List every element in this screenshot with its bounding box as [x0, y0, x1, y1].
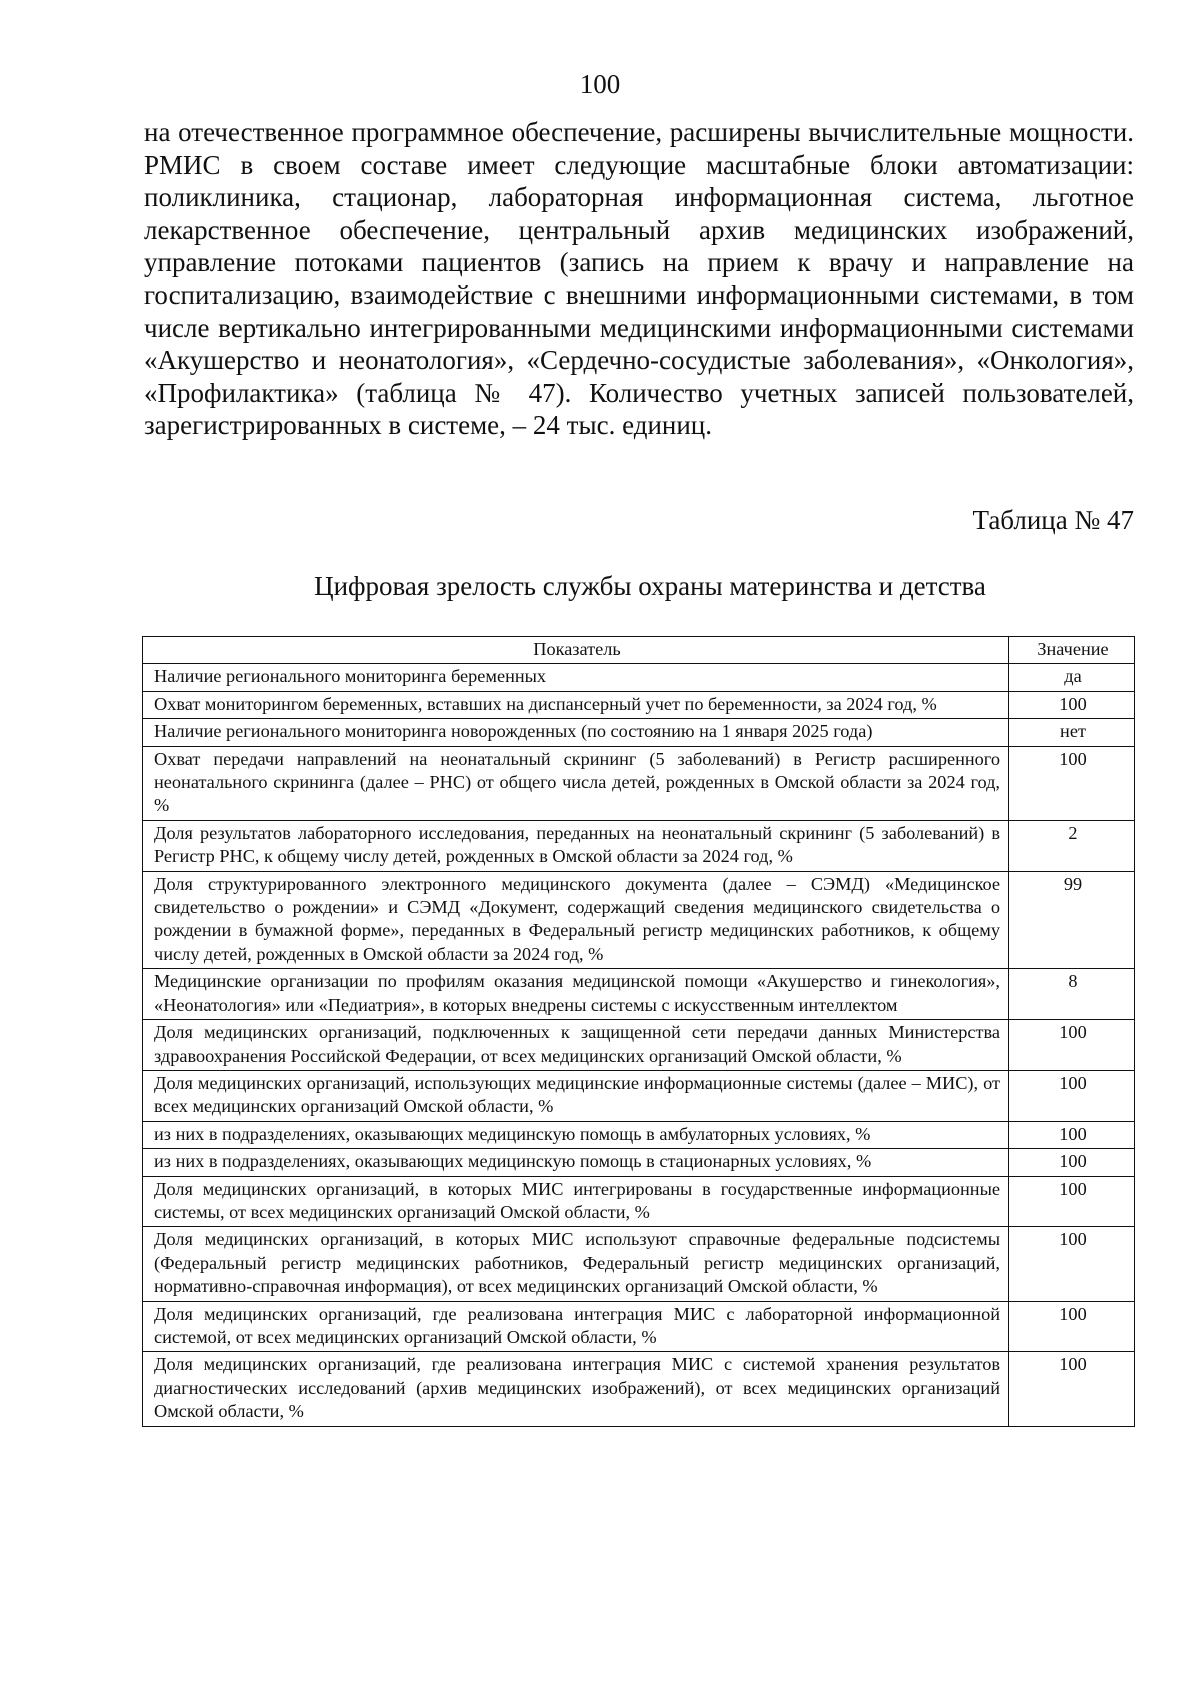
table-row: [143, 820, 1135, 871]
row-value: 100: [1009, 1149, 1135, 1176]
table-row: [143, 719, 1135, 746]
row-value: нет: [1009, 719, 1135, 746]
row-indicator: Наличие регионального мониторинга беременных: [143, 664, 1009, 691]
table-title: Цифровая зрелость службы охраны материнства и детства: [314, 571, 986, 601]
row-indicator: из них в подразделениях, оказывающих медицинскую помощь в амбулаторных условиях, %: [143, 1121, 1009, 1148]
table-row: [143, 1020, 1135, 1071]
table-row: [143, 1149, 1135, 1176]
body-paragraph: на отечественное программное обеспечение, расширены вычислительные мощности. РМИС в своем составе имеет следующие масштабные блоки автоматизации: поликлиника, стационар, лабораторная информационная система, льготное лекарственное обеспечение, центральный архив медицинских изображений, управление потоками пациентов (запись на прием к врачу и направление на госпитализацию, взаимодействие с внешними информационными системами, в том числе вертикально интегрированными медицинскими информационными системами «Акушерство и неонатология», «Сердечно-сосудистые заболевания», «Онкология», «Профилактика» (таблица № 47). Количество учетных записей пользователей, зарегистрированных в системе, – 24 тыс. единиц.: [144, 117, 1134, 441]
row-value: 100: [1009, 746, 1135, 820]
table-label: Таблица № 47: [972, 505, 1134, 535]
row-value: 2: [1009, 820, 1135, 871]
table-row: [143, 746, 1135, 820]
table-body: [143, 664, 1135, 1426]
row-indicator: Доля медицинских организаций, в которых МИС используют справочные федеральные подсистемы (Федеральный регистр медицинских работников, Федеральный регистр медицинских организаций, нормативно-справочная информация), от всех медицинских организаций Омской области, %: [143, 1227, 1009, 1301]
row-value: 8: [1009, 969, 1135, 1020]
table-row: [143, 1301, 1135, 1352]
row-value: 100: [1009, 1352, 1135, 1426]
row-indicator: Доля медицинских организаций, где реализована интеграция МИС с системой хранения результатов диагностических исследований (архив медицинских изображений), от всех медицинских организаций Омской области, %: [143, 1352, 1009, 1426]
table-row: [143, 1121, 1135, 1148]
table-row: [143, 664, 1135, 691]
table-row: [143, 691, 1135, 718]
row-indicator: Доля результатов лабораторного исследования, переданных на неонатальный скрининг (5 заболеваний) в Регистр РНС, к общему числу детей, рожденных в Омской области за 2024 год, %: [143, 820, 1009, 871]
row-value: 100: [1009, 691, 1135, 718]
row-value: 99: [1009, 871, 1135, 969]
table-header-row: [143, 637, 1135, 664]
header-indicator: Показатель: [143, 637, 1009, 664]
table-row: [143, 1070, 1135, 1121]
table-row: [143, 871, 1135, 969]
row-indicator: Наличие регионального мониторинга новорожденных (по состоянию на 1 января 2025 года): [143, 719, 1009, 746]
row-value: 100: [1009, 1176, 1135, 1227]
row-value: да: [1009, 664, 1135, 691]
row-indicator: Охват передачи направлений на неонатальный скрининг (5 заболеваний) в Регистр расширенного неонатального скрининга (далее – РНС) от общего числа детей, рожденных в Омской области за 2024 год, %: [143, 746, 1009, 820]
row-value: 100: [1009, 1227, 1135, 1301]
row-value: 100: [1009, 1301, 1135, 1352]
row-indicator: Доля медицинских организаций, подключенных к защищенной сети передачи данных Министерства здравоохранения Российской Федерации, от всех медицинских организаций Омской области, %: [143, 1020, 1009, 1071]
table-row: [143, 1176, 1135, 1227]
row-value: 100: [1009, 1070, 1135, 1121]
table-row: [143, 1352, 1135, 1426]
row-value: 100: [1009, 1121, 1135, 1148]
row-indicator: из них в подразделениях, оказывающих медицинскую помощь в стационарных условиях, %: [143, 1149, 1009, 1176]
row-indicator: Доля структурированного электронного медицинского документа (далее – СЭМД) «Медицинское свидетельство о рождении» и СЭМД «Документ, содержащий сведения медицинского свидетельства о рождении в бумажной форме», переданных в Федеральный регистр медицинских работников, к общему числу детей, рожденных в Омской области за 2024 год, %: [143, 871, 1009, 969]
row-indicator: Медицинские организации по профилям оказания медицинской помощи «Акушерство и гинекология», «Неонатология» или «Педиатрия», в которых внедрены системы с искусственным интеллектом: [143, 969, 1009, 1020]
page-number: 100: [579, 69, 621, 99]
table-row: [143, 969, 1135, 1020]
row-indicator: Охват мониторингом беременных, вставших на диспансерный учет по беременности, за 2024 год, %: [143, 691, 1009, 718]
row-indicator: Доля медицинских организаций, где реализована интеграция МИС с лабораторной информационной системой, от всех медицинских организаций Омской области, %: [143, 1301, 1009, 1352]
maturity-table: [142, 636, 1135, 1427]
table-row: [143, 1227, 1135, 1301]
row-value: 100: [1009, 1020, 1135, 1071]
row-indicator: Доля медицинских организаций, в которых МИС интегрированы в государственные информационные системы, от всех медицинских организаций Омской области, %: [143, 1176, 1009, 1227]
header-value: Значение: [1009, 637, 1135, 664]
row-indicator: Доля медицинских организаций, использующих медицинские информационные системы (далее – МИС), от всех медицинских организаций Омской области, %: [143, 1070, 1009, 1121]
